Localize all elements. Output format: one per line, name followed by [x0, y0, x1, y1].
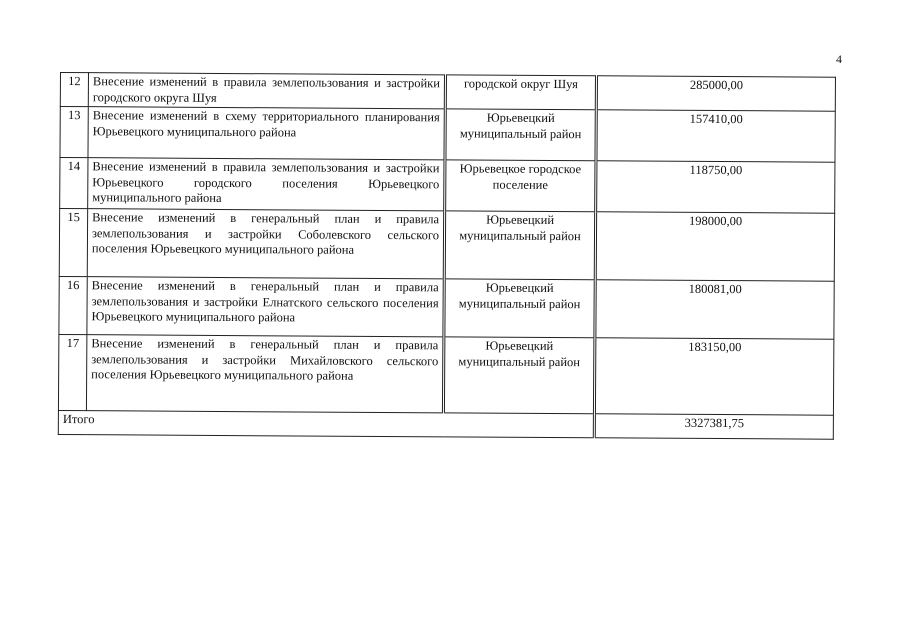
table-row: [60, 73, 835, 112]
row-number: 16: [59, 276, 87, 334]
row-number: 17: [58, 334, 86, 410]
row-description: Внесение изменений в генеральный план и правила землепользования и застройки Соболевского сельского поселения Юрьевецкого муниципального района: [87, 209, 444, 279]
row-number: 12: [60, 73, 88, 107]
row-number: 14: [60, 158, 88, 209]
total-row: [58, 410, 833, 439]
row-location: Юрьевецкий муниципальный район: [444, 279, 595, 338]
table-row: [60, 158, 835, 214]
row-location: Юрьевецкий муниципальный район: [445, 109, 596, 161]
total-label: Итого: [58, 410, 594, 437]
row-description: Внесение изменений в правила землепользования и застройки Юрьевецкого городского поселения Юрьевецкого муниципального района: [88, 158, 445, 211]
row-amount: 183150,00: [594, 338, 833, 415]
row-number: 13: [60, 107, 88, 158]
row-description: Внесение изменений в генеральный план и правила землепользования и застройки Михайловского сельского поселения Юрьевецкого муниципального района: [86, 335, 443, 413]
row-location: Юрьевецкое городское поселение: [445, 160, 596, 212]
row-amount: 285000,00: [596, 76, 835, 111]
row-location: Юрьевецкий муниципальный район: [443, 337, 594, 414]
row-amount: 118750,00: [596, 161, 835, 213]
row-description: Внесение изменений в правила землепользования и застройки городского округа Шуя: [88, 73, 445, 109]
row-amount: 198000,00: [595, 212, 834, 281]
table-row: [58, 334, 833, 415]
row-description: Внесение изменений в генеральный план и правила землепользования и застройки Елнатского сельского поселения Юрьевецкого муниципального района: [87, 277, 444, 337]
row-description: Внесение изменений в схему территориального планирования Юрьевецкого муниципального района: [88, 107, 445, 160]
row-location: городской округ Шуя: [445, 75, 596, 110]
row-amount: 157410,00: [596, 110, 835, 162]
row-number: 15: [59, 209, 87, 277]
table-row: [59, 209, 834, 282]
budget-table: [58, 72, 836, 440]
total-amount: 3327381,75: [594, 414, 833, 439]
table-row: [60, 107, 835, 163]
row-amount: 180081,00: [595, 280, 834, 339]
table-row: [59, 276, 834, 339]
page-number: 4: [836, 52, 842, 66]
row-location: Юрьевецкий муниципальный район: [444, 211, 595, 280]
